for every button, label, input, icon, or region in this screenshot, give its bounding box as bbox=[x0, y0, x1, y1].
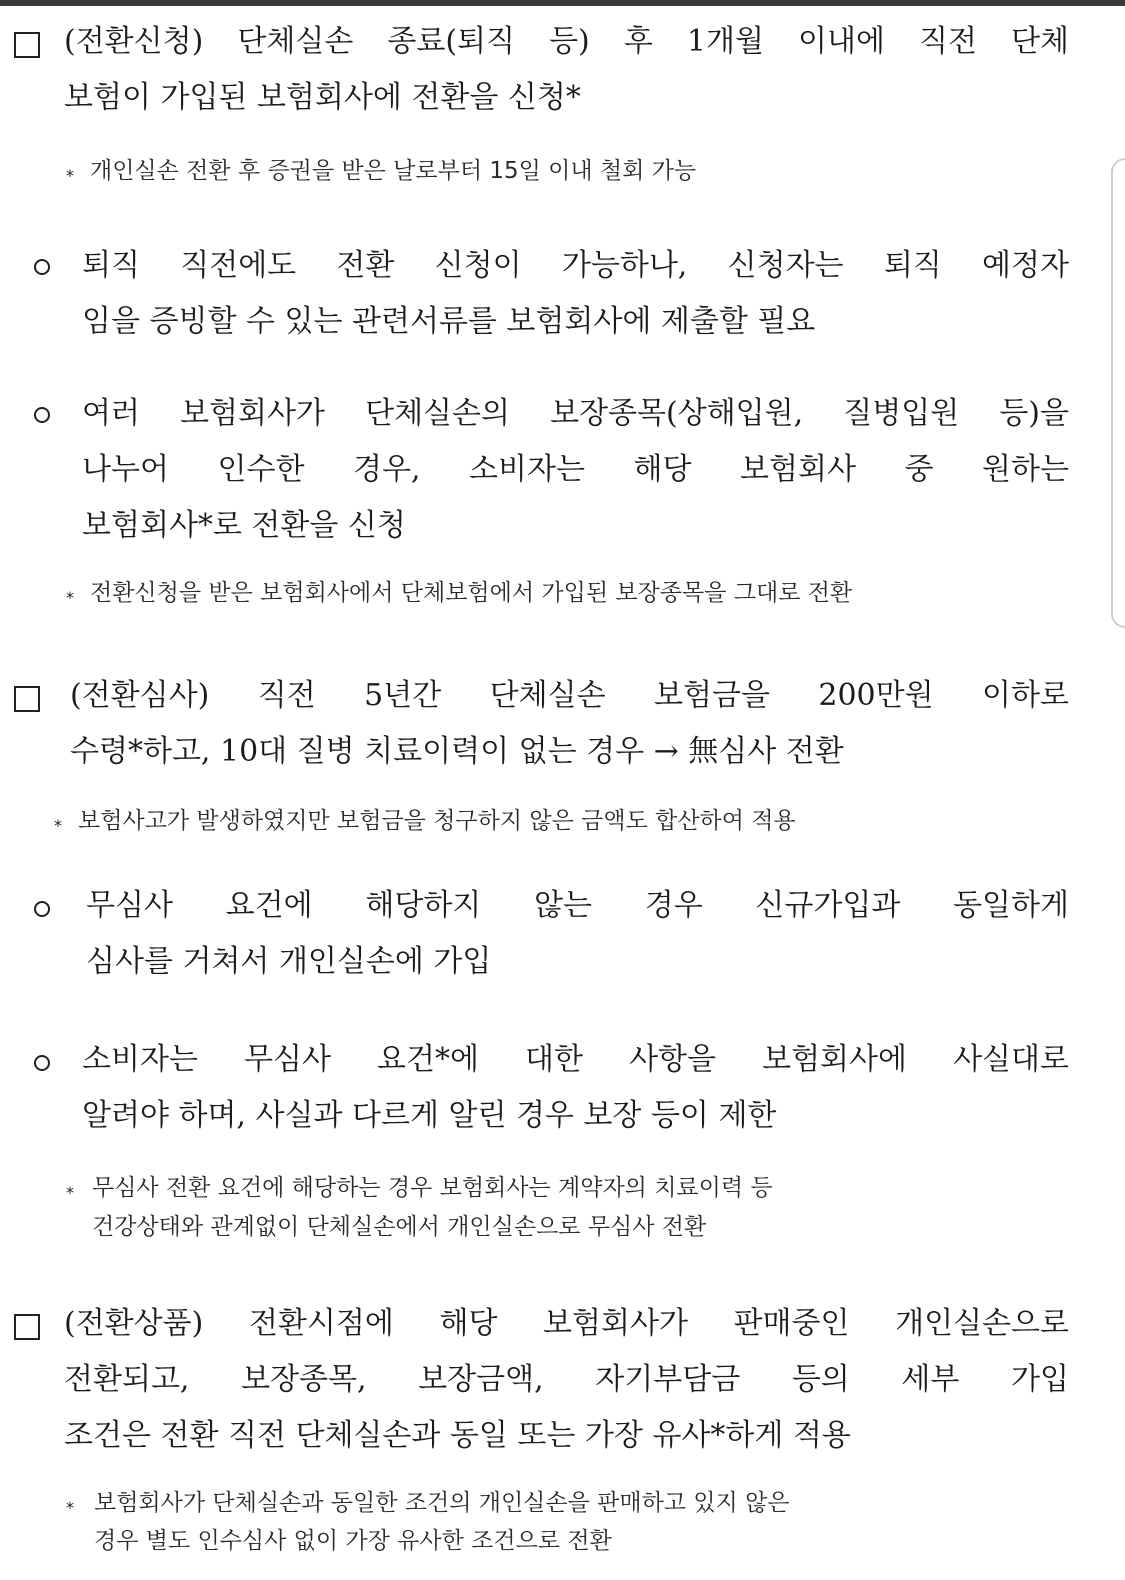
section-3-note-1: 전환신청을 받은 보험회사에서 단체보험에서 가입된 보장종목을 그대로 전환 bbox=[90, 580, 853, 606]
section-3-line-3: 보험회사*로 전환을 신청 bbox=[82, 508, 406, 543]
top-border bbox=[0, 0, 1125, 6]
section-1-line-2: 보험이 가입된 보험회사에 전환을 신청* bbox=[64, 80, 581, 115]
box-bullet-icon bbox=[14, 686, 40, 712]
section-4-line-2: 수령*하고, 10대 질병 치료이력이 없는 경우 → 無심사 전환 bbox=[70, 734, 844, 769]
box-bullet-icon bbox=[14, 1314, 40, 1340]
asterisk-icon: * bbox=[66, 588, 74, 607]
asterisk-icon: * bbox=[54, 816, 62, 835]
circle-bullet-icon bbox=[34, 259, 50, 275]
section-2-line-2: 임을 증빙할 수 있는 관련서류를 보험회사에 제출할 필요 bbox=[82, 304, 816, 339]
asterisk-icon: * bbox=[66, 1183, 74, 1202]
section-2-line-1: 퇴직 직전에도 전환 신청이 가능하나, 신청자는 퇴직 예정자 bbox=[82, 248, 1069, 283]
section-6-line-1: 소비자는 무심사 요건*에 대한 사항을 보험회사에 사실대로 bbox=[82, 1042, 1069, 1077]
section-3-line-1: 여러 보험회사가 단체실손의 보장종목(상해입원, 질병입원 등)을 bbox=[82, 396, 1069, 431]
section-7-note-1: 보험회사가 단체실손과 동일한 조건의 개인실손을 판매하고 있지 않은 bbox=[94, 1490, 790, 1516]
scroll-handle[interactable] bbox=[1111, 158, 1125, 628]
section-6-note-1: 무심사 전환 요건에 해당하는 경우 보험회사는 계약자의 치료이력 등 bbox=[92, 1175, 773, 1201]
circle-bullet-icon bbox=[34, 901, 50, 917]
section-1-note-1: 개인실손 전환 후 증권을 받은 날로부터 15일 이내 철회 가능 bbox=[90, 158, 697, 184]
section-3-line-2: 나누어 인수한 경우, 소비자는 해당 보험회사 중 원하는 bbox=[82, 452, 1069, 487]
section-7-line-2: 전환되고, 보장종목, 보장금액, 자기부담금 등의 세부 가입 bbox=[64, 1362, 1069, 1397]
section-6-line-2: 알려야 하며, 사실과 다르게 알린 경우 보장 등이 제한 bbox=[82, 1098, 777, 1133]
section-4-note-1: 보험사고가 발생하였지만 보험금을 청구하지 않은 금액도 합산하여 적용 bbox=[78, 808, 796, 834]
section-5-line-1: 무심사 요건에 해당하지 않는 경우 신규가입과 동일하게 bbox=[86, 888, 1069, 923]
box-bullet-icon bbox=[14, 32, 40, 58]
circle-bullet-icon bbox=[34, 407, 50, 423]
asterisk-icon: * bbox=[66, 166, 74, 185]
section-7-line-3: 조건은 전환 직전 단체실손과 동일 또는 가장 유사*하게 적용 bbox=[64, 1418, 851, 1453]
section-4-line-1: (전환심사) 직전 5년간 단체실손 보험금을 200만원 이하로 bbox=[70, 678, 1069, 713]
section-1-line-1: (전환신청) 단체실손 종료(퇴직 등) 후 1개월 이내에 직전 단체 bbox=[64, 24, 1069, 59]
asterisk-icon: * bbox=[66, 1498, 74, 1517]
section-5-line-2: 심사를 거쳐서 개인실손에 가입 bbox=[86, 944, 492, 979]
section-7-note-2: 경우 별도 인수심사 없이 가장 유사한 조건으로 전환 bbox=[94, 1528, 612, 1554]
circle-bullet-icon bbox=[34, 1055, 50, 1071]
section-6-note-2: 건강상태와 관계없이 단체실손에서 개인실손으로 무심사 전환 bbox=[92, 1214, 707, 1240]
section-7-line-1: (전환상품) 전환시점에 해당 보험회사가 판매중인 개인실손으로 bbox=[64, 1306, 1069, 1341]
